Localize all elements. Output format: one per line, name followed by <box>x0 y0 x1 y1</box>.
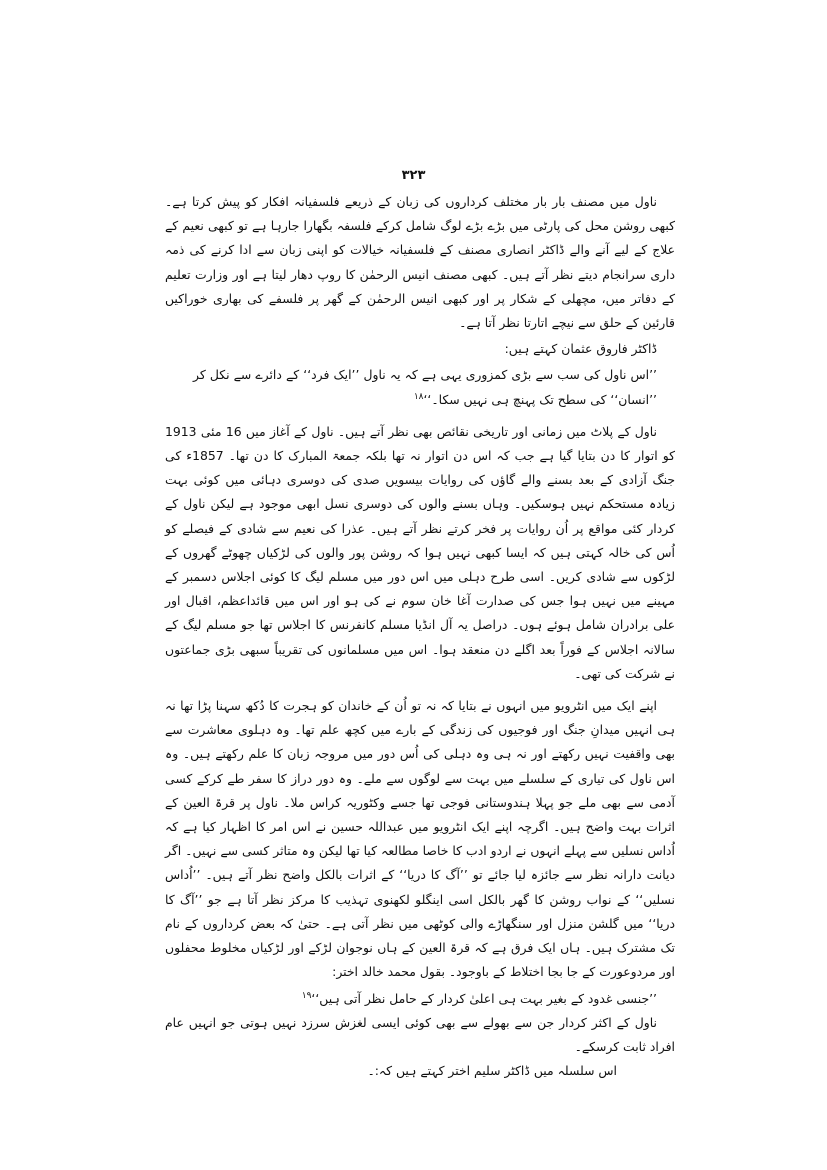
block-quote-1-text: ’’اس ناول کی سب سے بڑی کمزوری یہی ہے کہ یہ ناول ’’ایک فرد‘‘ کے دائرے سے نکل کر ’’انسان‘‘ کی سطح تک پہنچ ہی نہیں سکا۔‘‘ <box>193 367 657 407</box>
paragraph-4: ناول کے اکثر کردار جن سے بھولے سے بھی کوئی ایسی لغزش سرزد نہیں ہوتی جو انہیں عام افراد ثابت کرسکے۔ <box>165 1014 675 1054</box>
paragraph-2: ناول کے پلاٹ میں زمانی اور تاریخی نقائص بھی نظر آتے ہیں۔ ناول کے آغاز میں 16 مئی 1913 کو اتوار کا دن بتایا گیا ہے جب کہ اس دن اتوار نہ تھا بلکہ جمعۃ المبارک کا دن تھا۔ 1857ء کی جنگ آزادی کے بعد بسنے والے گاؤں کی روایات بیسویں صدی کی دوسری دہائی میں کوئی بہت زیادہ مستحکم نہیں ہوسکیں۔ وہاں بسنے والوں کی دوسری نسل ابھی موجود ہے لیکن ناول کے کردار کئی مواقع پر اُن روایات پر فخر کرتے نظر آتے ہیں۔ عذرا کی نعیم سے شادی کے فیصلے کو اُس کی خالہ کہتی ہیں کہ ایسا کبھی نہیں ہوا کہ روشن پور والوں کی لڑکیاں چھوٹے گھروں کے لڑکوں سے شادی کریں۔ اسی طرح دہلی میں اس دور میں مسلم لیگ کا کوئی اجلاس دسمبر کے مہینے میں نہیں ہوا جس کی صدارت آغا خان سوم نے کی ہو اور اس میں قائداعظم، اقبال اور علی برادران شامل ہوئے ہوں۔ دراصل یہ آل انڈیا مسلم کانفرنس کا اجلاس تھا جو مسلم لیگ کے سالانہ اجلاس کے فوراً بعد اگلے دن منعقد ہوا۔ اس میں مسلمانوں کی تقریباً سبھی بڑی جماعتوں نے شرکت کی تھی۔ <box>165 423 676 681</box>
paragraph-3: اپنے ایک میں انٹرویو میں انہوں نے بتایا کہ نہ تو اُن کے خاندان کو ہجرت کا دُکھ سہنا پڑا تھا نہ ہی انہیں میدانِ جنگ اور فوجیوں کی زندگی کے بارے میں کچھ علم تھا۔ وہ دہلوی معاشرت سے بھی واقفیت نہیں رکھتے اور نہ ہی وہ دہلی کی اُس دور میں مروجہ زبان کا علم رکھتے ہیں۔ وہ اس ناول کی تیاری کے سلسلے میں بہت سے لوگوں سے ملے۔ وہ دور دراز کا سفر طے کرکے کسی آدمی سے بھی ملے جو پہلا ہندوستانی فوجی تھا جسے وکٹوریہ کراس ملا۔ ناول پر قرۃ العین کے اثرات بہت واضح ہیں۔ اگرچہ اپنے ایک انٹرویو میں عبداللہ حسین نے اس امر کا اظہار کیا ہے کہ اُداس نسلیں سے پہلے انہوں نے اردو ادب کا خاصا مطالعہ کیا تھا لیکن وہ متاثر کسی سے نہیں۔ اگر دیانت دارانہ نظر سے جائزہ لیا جائے تو ’’آگ کا دریا‘‘ کے اثرات بالکل واضح نظر آتے ہیں۔ ’’اُداس نسلیں‘‘ کے نواب روشن کا گھر بالکل اسی اینگلو لکھنوی تہذیب کا مرکز نظر آتا ہے جو ’’آگ کا دریا‘‘ میں گلشن منزل اور سنگھاڑے والی کوٹھی میں نظر آتی ہے۔ حتیٰ کہ بعض کرداروں کے نام تک مشترک ہیں۔ ہاں ایک فرق ہے کہ قرۃ العین کے ہاں نوجوان لڑکے اور لڑکیاں مخلوط محفلوں اور مردوعورت کے جا بجا اختلاط کے باوجود۔ بقول محمد خالد اختر: <box>165 698 675 980</box>
paragraph-5: اس سلسلہ میں ڈاکٹر سلیم اختر کہتے ہیں کہ:۔ <box>367 1063 617 1079</box>
block-quote-2-text: ’’جنسی غدود کے بغیر بہت ہی اعلیٰ کردار کے حامل نظر آتی ہیں‘‘ <box>311 990 657 1006</box>
page-number: ۳۲۳ <box>401 168 426 183</box>
body-text <box>165 190 675 1083</box>
block-quote-1 <box>165 363 675 411</box>
paragraph-1: ناول میں مصنف بار بار مختلف کرداروں کی زبان کے ذریعے فلسفیانہ افکار کو پیش کرتا ہے۔ کبھی روشن محل کی پارٹی میں بڑے بڑے لوگ شامل کرکے فلسفہ بگھارا جارہا ہے تو کبھی نعیم کے علاج کے لیے آنے والے ڈاکٹر انصاری مصنف کے فلسفیانہ خیالات کو اپنی زبان سے ادا کرنے کی ذمہ داری سرانجام دیتے نظر آتے ہیں۔ کبھی مصنف انیس الرحمٰن کا روپ دھار لیتا ہے اور وزارت تعلیم کے دفاتر میں، مچھلی کے شکار پر اور کبھی انیس الرحمٰن کے گھر پر فلسفے کی بھاری خوراکیں قارئین کے حلق سے نیچے اتارتا نظر آتا ہے۔ <box>165 194 675 331</box>
footnote-ref-18: ۱۸ <box>413 391 424 402</box>
footnote-ref-19: ۱۹ <box>301 990 312 1001</box>
quote-intro-farooq-usman: ڈاکٹر فاروق عثمان کہتے ہیں: <box>504 341 657 357</box>
block-quote-2 <box>165 987 675 1011</box>
